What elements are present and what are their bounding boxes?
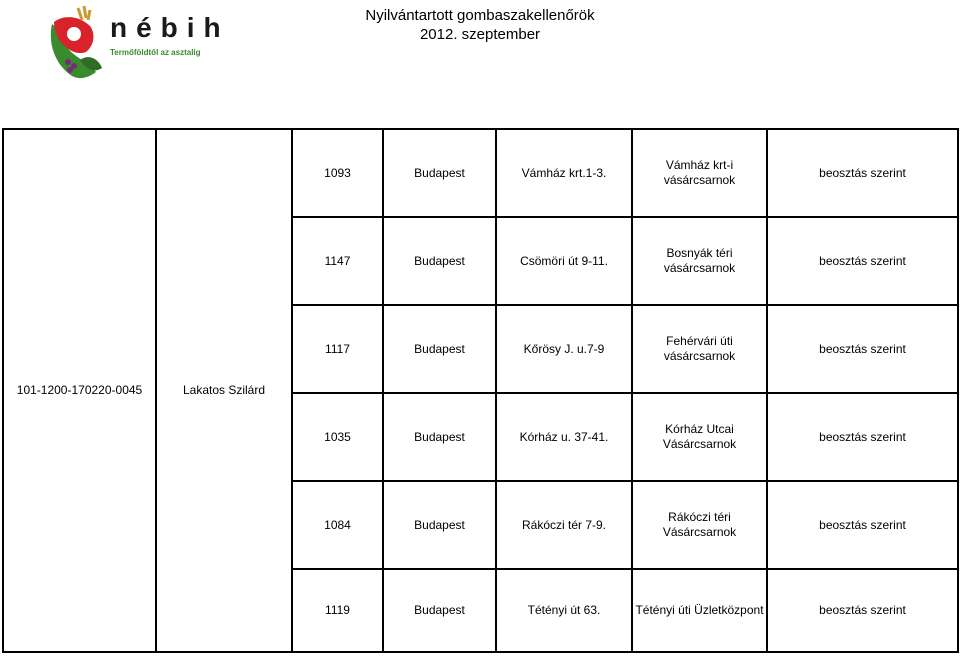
market-cell: [632, 481, 767, 569]
zip-cell: 1035: [292, 393, 383, 481]
page-title: Nyilvántartott gombaszakellenőrök: [365, 7, 595, 24]
schedule-cell: beosztás szerint: [767, 569, 958, 652]
zip-cell: 1119: [292, 569, 383, 652]
address-cell: Rákóczi tér 7-9.: [496, 481, 632, 569]
market-cell: Tétényi úti Üzletközpont: [632, 569, 767, 652]
brand-name: nébih: [110, 12, 230, 43]
zip-cell: 1093: [292, 129, 383, 217]
city-cell: Budapest: [383, 217, 496, 305]
page-header: [0, 6, 960, 44]
market-line2: Vásárcsarnok: [662, 525, 737, 539]
page-date: 2012. szeptember: [419, 26, 541, 43]
city-cell: Budapest: [383, 481, 496, 569]
market-line2: vásárcsarnok: [663, 261, 736, 275]
city-cell: Budapest: [383, 129, 496, 217]
schedule-cell: beosztás szerint: [767, 217, 958, 305]
market-line2: vásárcsarnok: [663, 173, 736, 187]
inspector-name: Lakatos Szilárd: [156, 129, 292, 652]
address-cell: Vámház krt.1-3.: [496, 129, 632, 217]
market-line1: Vámház krt-i: [665, 158, 734, 172]
market-line2: Vásárcsarnok: [662, 437, 737, 451]
market-cell: [632, 305, 767, 393]
market-line1: Fehérvári úti: [666, 334, 733, 348]
address-cell: Csömöri út 9-11.: [496, 217, 632, 305]
brand-tagline: Termőföldtől az asztalig: [110, 48, 201, 57]
zip-cell: 1084: [292, 481, 383, 569]
city-cell: Budapest: [383, 393, 496, 481]
address-cell: Kórház u. 37-41.: [496, 393, 632, 481]
city-cell: Budapest: [383, 569, 496, 652]
schedule-cell: beosztás szerint: [767, 129, 958, 217]
market-line2: vásárcsarnok: [663, 349, 736, 363]
city-cell: Budapest: [383, 305, 496, 393]
market-line1: Bosnyák téri: [666, 246, 733, 260]
market-cell: [632, 129, 767, 217]
schedule-cell: beosztás szerint: [767, 393, 958, 481]
schedule-cell: beosztás szerint: [767, 481, 958, 569]
market-line1: Rákóczi téri: [668, 510, 731, 524]
inspector-id: 101-1200-170220-0045: [3, 129, 156, 652]
market-cell: [632, 217, 767, 305]
market-line1: Kórház Utcai: [665, 422, 734, 436]
address-cell: Kőrösy J. u.7-9: [496, 305, 632, 393]
zip-cell: 1147: [292, 217, 383, 305]
zip-cell: 1117: [292, 305, 383, 393]
schedule-cell: beosztás szerint: [767, 305, 958, 393]
market-cell: [632, 393, 767, 481]
inspector-table: [2, 128, 959, 653]
table-row: [3, 129, 958, 217]
address-cell: Tétényi út 63.: [496, 569, 632, 652]
